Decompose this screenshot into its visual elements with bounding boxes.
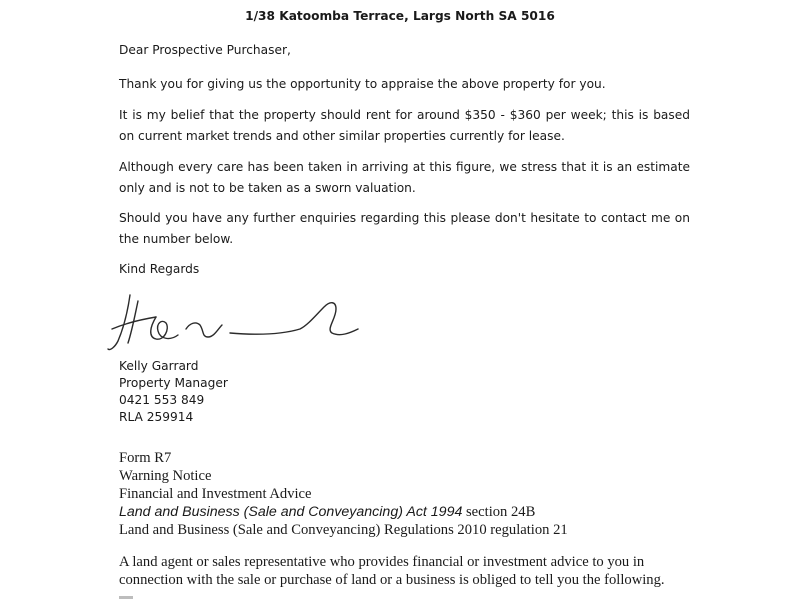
signature-block (119, 358, 228, 426)
form-r7-header (119, 449, 568, 539)
act-reference (119, 503, 568, 521)
signatory-name: Kelly Garrard (119, 359, 199, 373)
paragraph-enquiries: Should you have any further enquiries regarding this please don't hesitate to contact me on the number below. (119, 211, 690, 246)
signatory-title: Property Manager (119, 376, 228, 390)
regulation-reference: Land and Business (Sale and Conveyancing) Regulations 2010 regulation 21 (119, 522, 568, 538)
signatory-phone: 0421 553 849 (119, 393, 205, 407)
page-cut-mark (119, 596, 133, 599)
signatory-rla: RLA 259914 (119, 410, 194, 424)
notice-text-line-2: connection with the sale or purchase of land or a business is obliged to tell you the following. (119, 572, 665, 588)
property-address-heading: 1/38 Katoomba Terrace, Largs North SA 5016 (245, 9, 555, 23)
paragraph-rent-estimate: It is my belief that the property should rent for around $350 - $360 per week; this is based on current market trends and other similar properties currently for lease. (119, 108, 690, 143)
notice-subject: Financial and Investment Advice (119, 486, 312, 502)
notice-text (119, 553, 690, 589)
handwritten-signature (104, 289, 364, 359)
closing: Kind Regards (119, 262, 200, 276)
notice-title: Warning Notice (119, 468, 212, 484)
notice-text-line-1: A land agent or sales representative who provides financial or investment advice to you in (119, 554, 645, 570)
act-section: section 24B (462, 504, 536, 520)
paragraph-disclaimer: Although every care has been taken in arriving at this figure, we stress that it is an estimate only and is not to be taken as a sworn valuation. (119, 160, 690, 195)
form-id: Form R7 (119, 450, 172, 466)
salutation: Dear Prospective Purchaser, (119, 43, 291, 57)
act-name: Land and Business (Sale and Conveyancing) Act 1994 (119, 504, 463, 520)
paragraph-thanks: Thank you for giving us the opportunity to appraise the above property for you. (119, 77, 606, 91)
